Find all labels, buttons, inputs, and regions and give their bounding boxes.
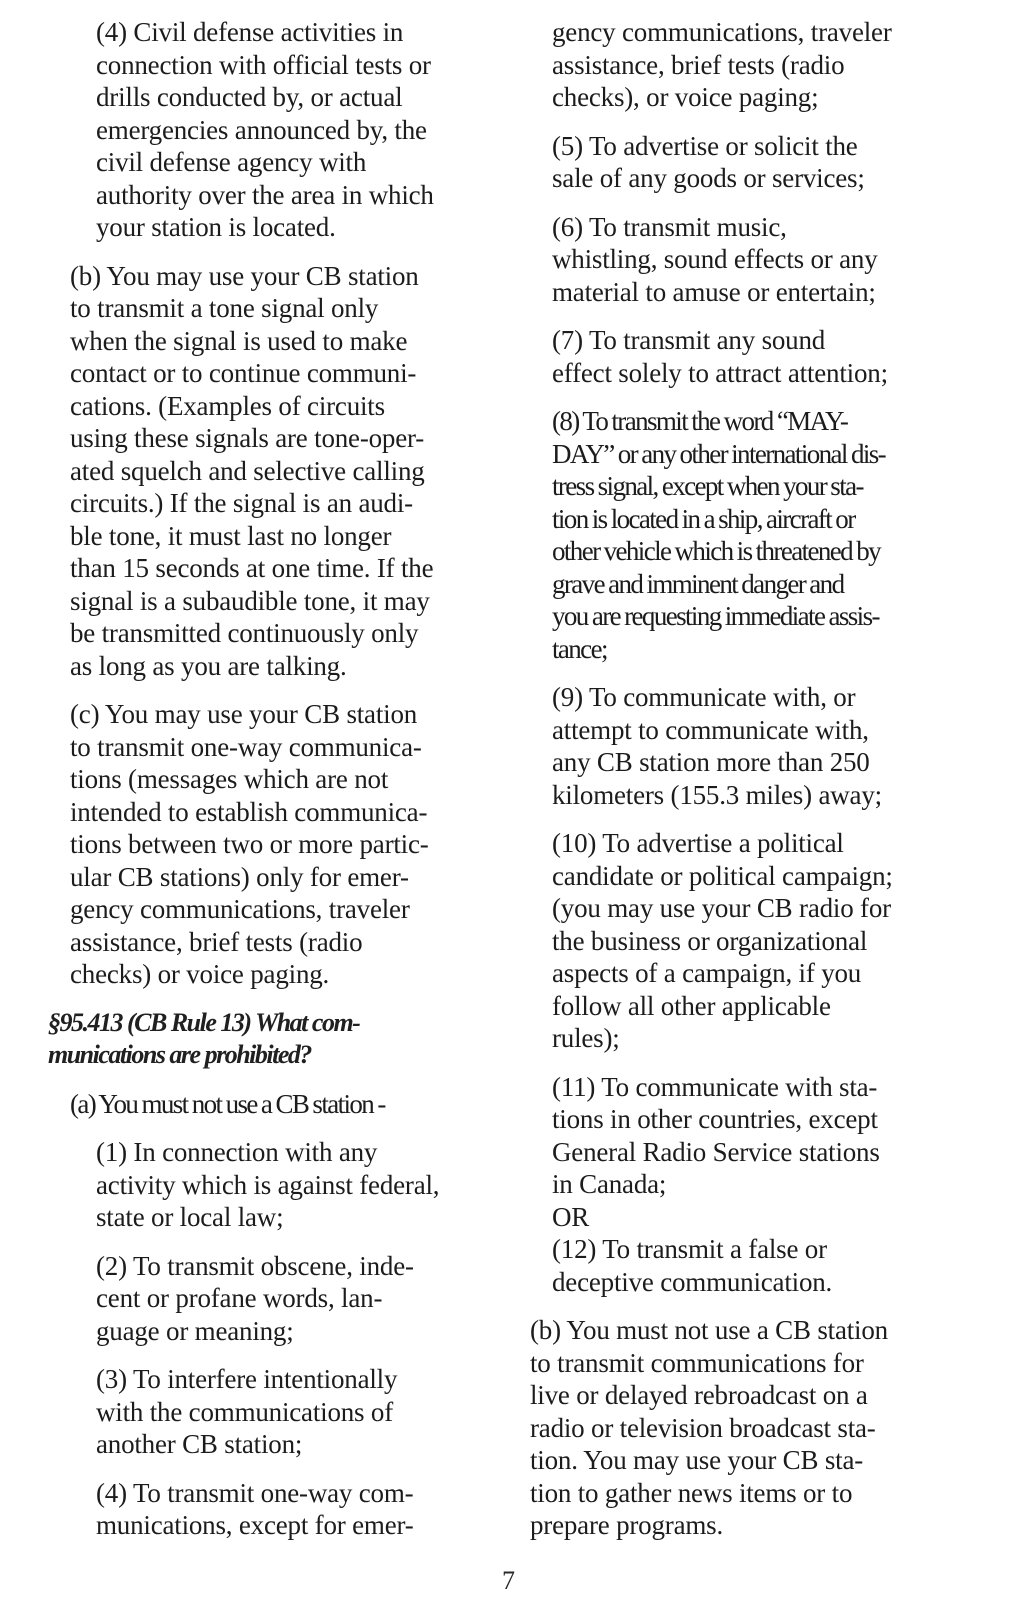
item-5-advertise: (5) To advertise or solicit the sale of any goods or services; (552, 130, 865, 193)
item-2-obscene: (2) To transmit obscene, inde- cent or profane words, lan- guage or meaning; (96, 1250, 414, 1346)
section-heading-prohibited: §95.413 (CB Rule 13) What com- munications are prohibited? (48, 1007, 360, 1069)
item-6-music: (6) To transmit music, whistling, sound effects or any material to amuse or entertain; (552, 211, 878, 307)
item-8-mayday: (8) To transmit the word “MAY- DAY” or any other international dis- tress signal, except when your sta- tion is located in a ship, aircraft or other vehicle which is threatened by grave and imminent danger and you are requesting immediate assis- tance; (552, 406, 886, 664)
item-3-interfere: (3) To interfere intentionally with the communications of another CB station; (96, 1364, 398, 1459)
paragraph-civil-defense: (4) Civil defense activities in connection with official tests or drills conducted by, or actual emergencies announced by, the civil defense agency with authority over the area in which your station is located. (96, 17, 434, 242)
paragraph-tone-signal: (b) You may use your CB station to transmit a tone signal only when the signal is used to make contact or to continue communi- cations. (Examples of circuits using these signals are tone-oper- ated squelch and selective calling circuits.) If the signal is an audi- ble tone, it must last no longer than 15 seconds at one time. If the signal is a subaudible tone, it may be transmitted continuously only as long as you are talking. (70, 260, 434, 681)
paragraph-must-not-use: (a) You must not use a CB station - (70, 1088, 385, 1119)
left-column (48, 16, 520, 1558)
item-4-one-way-start: (4) To transmit one-way com- munications, except for emer- (96, 1477, 414, 1540)
item-9-distance: (9) To communicate with, or attempt to communicate with, any CB station more than 250 kilometers (155.3 miles) away; (552, 682, 882, 810)
item-1-against-law: (1) In connection with any activity which is against federal, state or local law; (96, 1137, 440, 1232)
item-10-political: (10) To advertise a political candidate or political campaign; (you may use your CB radio for the business or organizational aspects of a campaign, if you follow all other applicable rules); (552, 828, 893, 1053)
page-number: 7 (502, 1566, 515, 1595)
paragraph-rebroadcast: (b) You must not use a CB station to transmit communications for live or delayed rebroadcast on a radio or television broadcast sta- tion. You may use your CB sta- tion to gather news items or to prepare programs. (530, 1315, 888, 1540)
item-11-12-foreign-false: (11) To communicate with sta- tions in other countries, except General Radio Service stations in Canada; OR (12) To transmit a false or deceptive communication. (552, 1071, 880, 1297)
item-7-sound-effect: (7) To transmit any sound effect solely to attract attention; (552, 325, 888, 388)
right-column (530, 16, 998, 1558)
paragraph-one-way-communications: (c) You may use your CB station to transmit one-way communica- tions (messages which are not intended to establish communica- tions between two or more partic- ular CB stations) only for emer- gency communications, traveler assistance, brief tests (radio checks) or voice paging. (70, 699, 429, 989)
item-4-continued: gency communications, traveler assistance, brief tests (radio checks), or voice paging; (552, 17, 892, 112)
